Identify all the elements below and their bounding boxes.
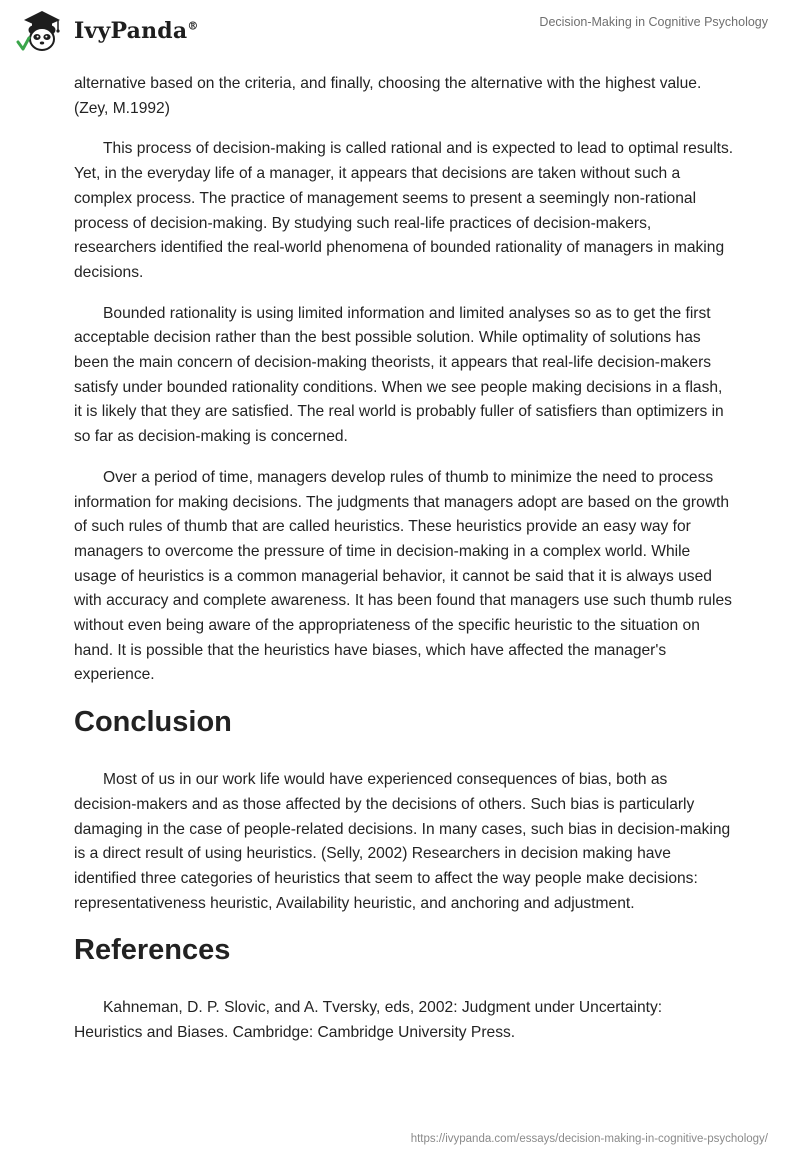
page-header	[0, 0, 800, 64]
source-url[interactable]: https://ivypanda.com/essays/decision-making-in-cognitive-psychology/	[410, 1133, 768, 1145]
conclusion-heading: Conclusion	[74, 706, 232, 739]
panda-logo-icon	[14, 8, 68, 54]
registered-mark: ®	[187, 19, 199, 33]
references-heading: References	[74, 934, 231, 967]
conclusion-paragraph: Most of us in our work life would have experienced consequences of bias, both as decision-makers and as those affected by the decisions of others. Such bias is particularly damaging in the case of people-related decisions. In many cases, such bias in decision-making is a direct result of using heuristics. (Selly, 2002) Researchers in decision making have identified three categories of heuristics that seem to affect the way people make decisions: representativeness heuristic, Availability heuristic, and anchoring and adjustment.	[74, 771, 731, 912]
paragraph-1: alternative based on the criteria, and finally, choosing the alternative with the highest value. (Zey, M.1992)	[74, 75, 702, 117]
paragraph-3: Bounded rationality is using limited information and limited analyses so as to get the first acceptable decision rather than the best possible solution. While optimality of solutions has been the main concern of decision-making theorists, it appears that real-life decision-makers satisfy under bounded rationality conditions. When we see people making decisions in a flash, it is likely that they are satisfied. The real world is probably fuller of satisfiers than optimizers in so far as decision-making is concerned.	[74, 304, 724, 446]
paragraph-4: Over a period of time, managers develop rules of thumb to minimize the need to process information for making decisions. The judgments that managers adopt are based on the growth of such rules of thumb that are called heuristics. These heuristics provide an easy way for managers to overcome the pressure of time in decision-making in a complex world. While usage of heuristics is a common managerial behavior, it cannot be said that it is always used with accuracy and complete awareness. It has been found that managers use such thumb rules without even being aware of the appropriateness of the specific heuristic to the situation on hand. It is possible that the heuristics have biases, which have affected the manager's experience.	[74, 468, 732, 684]
essay-body	[74, 72, 734, 1062]
document-title: Decision-Making in Cognitive Psychology	[539, 15, 768, 29]
paragraph-2: This process of decision-making is called rational and is expected to lead to optimal results. Yet, in the everyday life of a manager, it appears that decisions are taken without such a complex process. The practice of management seems to present a seemingly non-rational process of decision-making. By studying such real-life practices of decision-makers, researchers identified the real-world phenomena of bounded rationality of managers in making decisions.	[74, 140, 734, 281]
ivypanda-logo[interactable]	[14, 8, 199, 54]
reference-item: Kahneman, D. P. Slovic, and A. Tversky, eds, 2002: Judgment under Uncertainty: Heuristics and Biases. Cambridge: Cambridge University Press.	[74, 999, 663, 1042]
brand-name: IvyPanda®	[74, 18, 199, 44]
